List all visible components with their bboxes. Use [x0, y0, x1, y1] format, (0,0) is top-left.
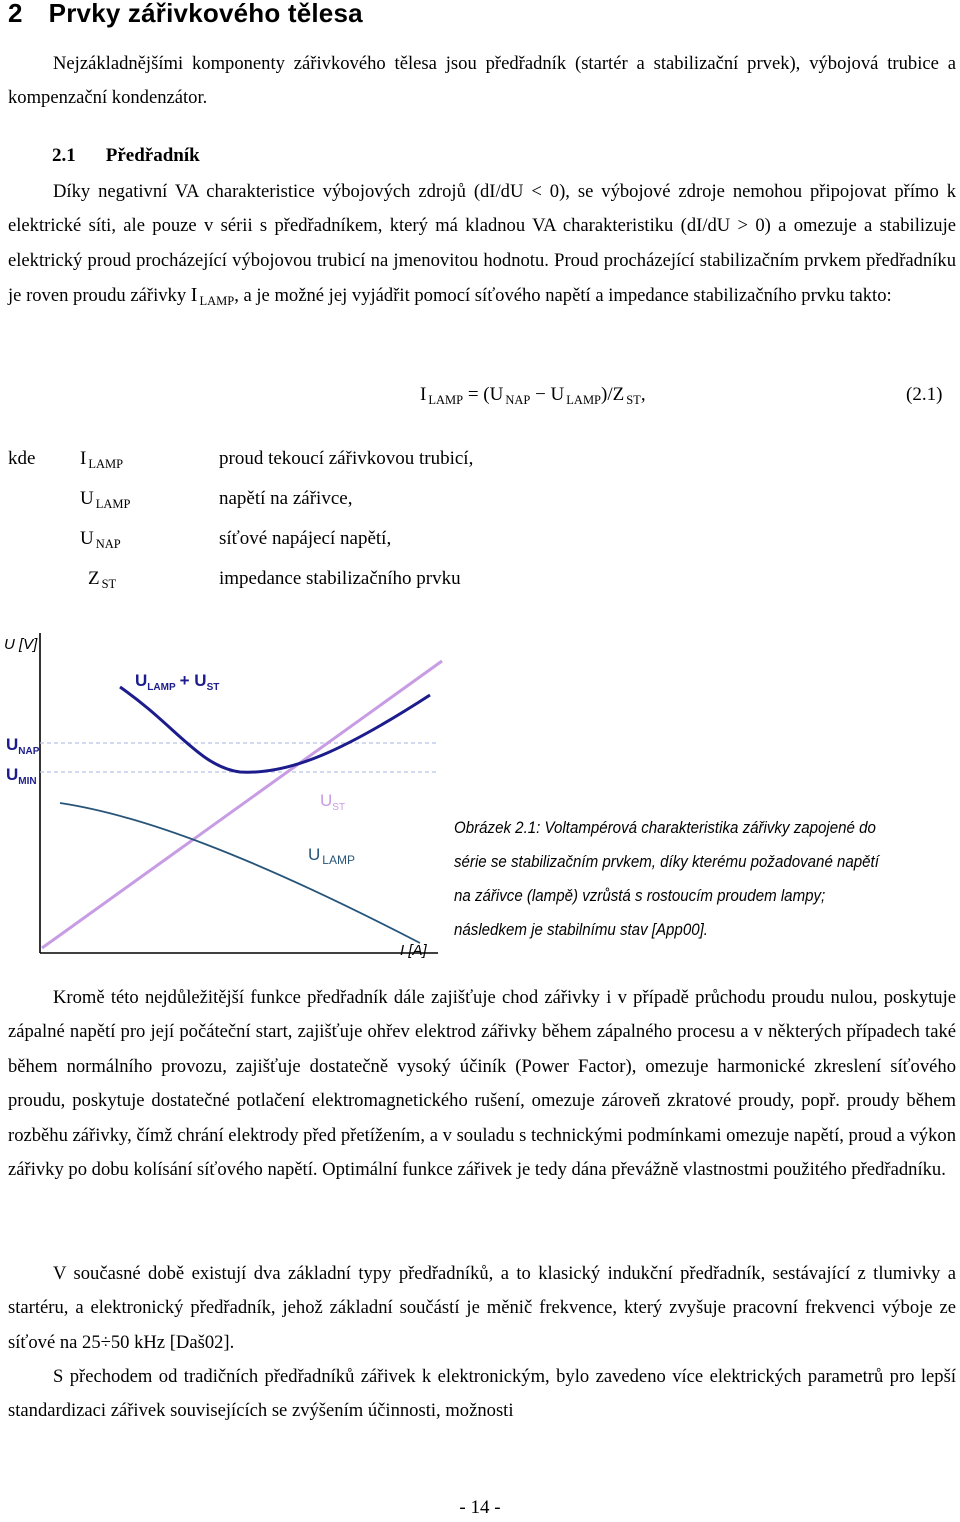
definition-text: síťové napájecí napětí, [219, 528, 392, 549]
definition-symbol: U $_{LAMP}$ [80, 488, 131, 511]
definition-row [0, 528, 960, 562]
definition-row [0, 448, 960, 482]
figure-caption [454, 811, 914, 947]
caption-line: na zářivce (lampě) vzrůstá s rostoucím proudem lampy; [454, 887, 826, 905]
definition-row [0, 488, 960, 522]
definition-text: impedance stabilizačního prvku [219, 568, 461, 589]
u-st-line [42, 661, 442, 948]
equation-body: I $_{LAMP}$ = (U $_{NAP}$ − U $_{LAMP}$)/Z $_{ST}$, [420, 384, 646, 407]
section-heading [52, 145, 200, 167]
equation-number: (2.1) [906, 384, 943, 405]
label-sum-curve: $U_{LAMP} + U_{ST}$ [135, 671, 220, 693]
caption-line: následkem je stabilnímu stav [App00]. [454, 921, 708, 939]
chapter-heading [8, 0, 363, 29]
va-characteristic-figure [0, 625, 450, 965]
intro-paragraph: Nejzákladnějšími komponenty zářivkového tělesa jsou předřadník (startér a stabilizační prvek), výbojová trubice a kompenzační kondenzátor. [8, 53, 956, 109]
definition-symbol: Z $_{ST}$ [88, 568, 117, 591]
paragraph-ballast-text-b: , a je možné jej vyjádřit pomocí síťového napětí a impedance stabilizačního prvku takto: [234, 285, 892, 307]
label-u-nap: $U_{NAP}$ [6, 735, 40, 757]
caption-line: série se stabilizačním prvkem, díky kterému požadované napětí [454, 853, 879, 871]
label-u-lamp: U $_{LAMP}$ [308, 845, 355, 867]
y-axis-label: U [V] [4, 636, 38, 653]
definition-symbol: I $_{LAMP}$ [80, 448, 124, 471]
paragraph-ballast-text-a: Díky negativní VA charakteristice výbojových zdrojů (dI/dU < 0), se výbojové zdroje nemohou připojovat přímo k elektrické síti, ale pouze v sérii s předřadníkem, který má kladnou VA charakteristiku (dI/dU > 0) a omezuje a stabilizuje elektrický proud procházející výbojovou trubicí na jmenovitou hodnotu. Proud procházející stabilizačním prvkem předřadníku je roven proudu zářivky [8, 181, 956, 307]
label-u-min: $U_{MIN}$ [6, 765, 37, 787]
section-title: Předřadník [105, 145, 200, 166]
u-lamp-plus-u-st-curve [120, 687, 430, 772]
paragraph-ballast-functions: Kromě této nejdůležitější funkce předřadník dále zajišťuje chod zářivky i v případě průchodu proudu nulou, poskytuje zápalné napětí pro její počáteční start, zajišťuje ohřev elektrod zářivky během zápalného procesu a v některých případech také během normálního provozu, zajišťuje dostatečně vysoký účiník (Power Factor), omezuje harmonické zkreslení síťového proudu, poskytuje dostatečné potlačení elektromagnetického rušení, omezuje zároveň zkratové proudy, popř. proudy během rozběhu zářivky, čímž chrání elektrody před přetížením, a v souladu s technickými podmínkami omezuje napětí, proud a výkon zářivky po dobu kolísání síťového napětí. Optimální funkce zářivek je tedy dána převážně vlastnostmi použitého předřadníku. [8, 987, 956, 1181]
label-u-st: $U_{ST}$ [320, 791, 346, 813]
caption-line: Obrázek 2.1: Voltampérová charakteristika zářivky zapojené do [454, 819, 876, 837]
paragraph-ballast-intro [8, 175, 956, 319]
x-axis-label: I [A] [400, 942, 427, 959]
chapter-number: 2 [8, 0, 23, 28]
definition-row [0, 568, 960, 602]
symbol-i-lamp: I $_{LAMP}$ [190, 284, 235, 309]
definition-symbol: U $_{NAP}$ [80, 528, 121, 551]
definition-text: proud tekoucí zářivkovou trubicí, [219, 448, 474, 469]
chapter-title: Prvky zářivkového tělesa [48, 0, 363, 28]
u-lamp-curve [60, 803, 420, 943]
section-number: 2.1 [52, 145, 76, 166]
paragraph-electronic-transition: S přechodem od tradičních předřadníků zářivek k elektronickým, bylo zavedeno více elektrických parametrů pro lepší standardizaci zářivek souvisejících se zvýšením účinnosti, možnosti [8, 1366, 956, 1422]
definition-text: napětí na zářivce, [219, 488, 353, 509]
page-number: - 14 - [459, 1497, 501, 1518]
paragraph-ballast-types: V současné době existují dva základní typy předřadníků, a to klasický indukční předřadník, sestávající z tlumivky a startéru, a elektronický předřadník, jehož základní součástí je měnič frekvence, který zvyšuje pracovní frekvenci výboje ze síťové na 25÷50 kHz [Daš02]. [8, 1263, 956, 1353]
definitions-kde: kde [8, 448, 36, 469]
